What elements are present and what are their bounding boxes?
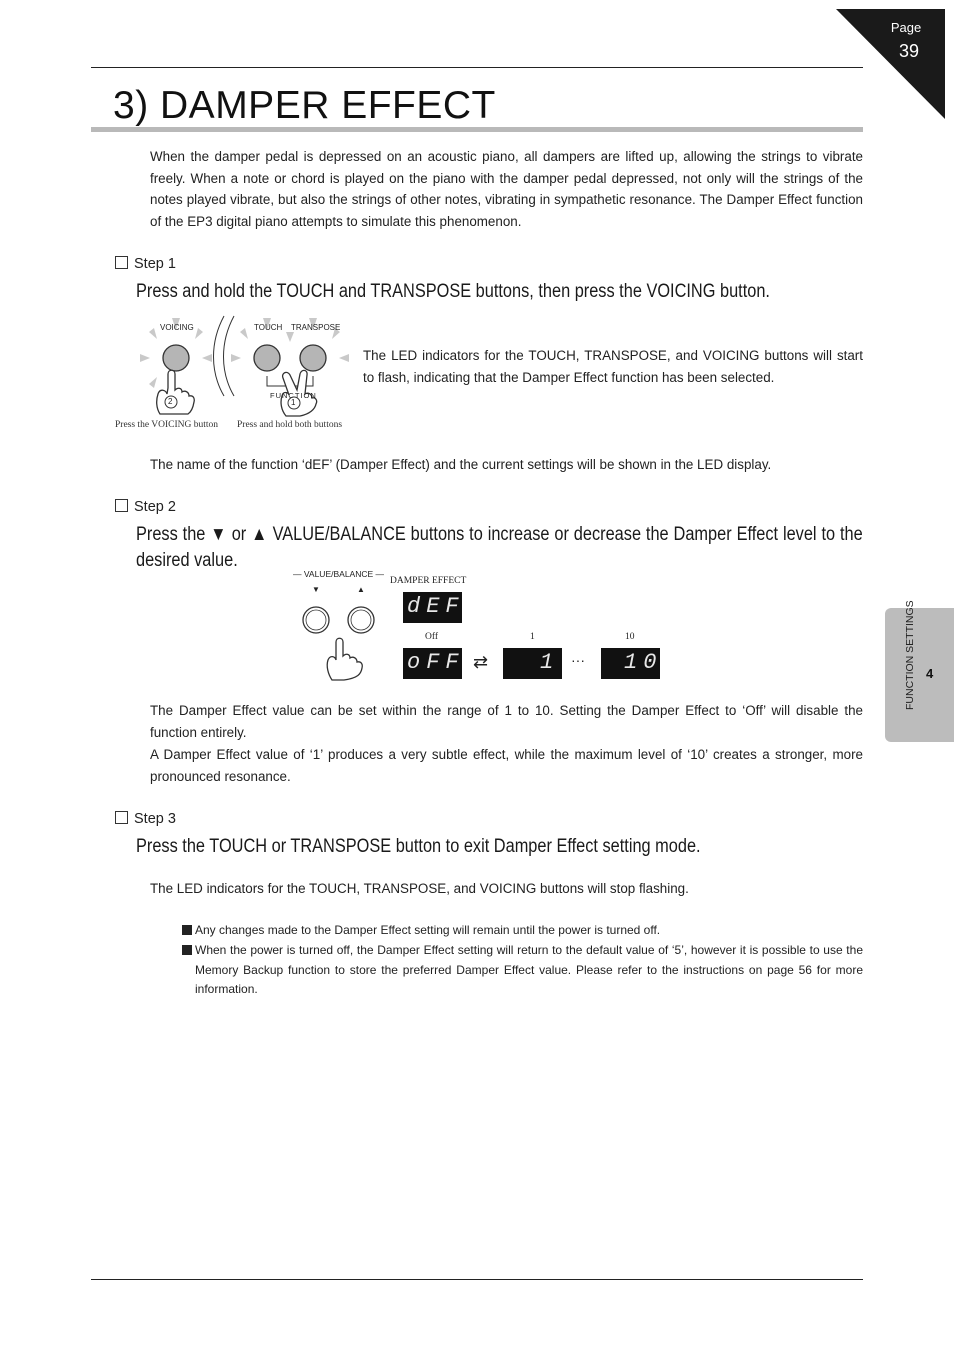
section-tab-number: 4 xyxy=(926,666,934,681)
checkbox-icon xyxy=(115,811,128,824)
up-button-icon xyxy=(348,607,374,633)
function-label: FUNCTION xyxy=(270,391,317,400)
checkbox-icon xyxy=(115,499,128,512)
bullet-square-icon xyxy=(182,925,192,935)
step1-instruction: Press and hold the TOUCH and TRANSPOSE buttons, then press the VOICING button. xyxy=(136,281,770,302)
touch-button-icon xyxy=(254,345,280,371)
step1-heading: Step 1 xyxy=(115,256,176,272)
led-text-10: 10 xyxy=(624,650,663,675)
checkbox-icon xyxy=(115,256,128,269)
label-1: 1 xyxy=(530,632,535,642)
led-text-def: dEF xyxy=(407,594,465,619)
intro-paragraph: When the damper pedal is depressed on an acoustic piano, all dampers are lifted up, allowing the strings to vibrate freely. When a note or chord is played on the piano with the damper pedal depressed, not only will the strings of the notes played vibrate, but also the strings of other notes, vibrating in sympathetic resonance. The Damper Effect function of the EP3 digital piano attempts to simulate this phenomenon. xyxy=(150,149,863,230)
bullet-square-icon xyxy=(182,945,192,955)
swap-arrows-icon: ⇄ xyxy=(473,652,489,672)
transpose-label: TRANSPOSE xyxy=(291,323,341,332)
note-item: When the power is turned off, the Damper Effect setting will return to the default value of ‘5’, however it is possible to use the Memory Backup function to store the preferred Damper Effect value. Please refer to the instructions on page 56 for more information. xyxy=(182,941,863,1000)
step3-heading: Step 3 xyxy=(115,811,176,827)
voicing-label: VOICING xyxy=(160,323,194,332)
voicing-button-icon xyxy=(163,345,189,371)
step2-instruction: Press the ▼ or ▲ VALUE/BALANCE buttons to increase or decrease the Damper Effect level to the desired value. xyxy=(136,524,863,571)
step3-instruction: Press the TOUCH or TRANSPOSE button to exit Damper Effect setting mode. xyxy=(136,836,701,857)
bottom-rule xyxy=(91,1279,863,1280)
value-balance-diagram xyxy=(296,600,381,682)
page-title: 3) DAMPER EFFECT xyxy=(113,84,496,127)
page-number: 39 xyxy=(898,41,920,61)
value-balance-label: — VALUE/BALANCE — xyxy=(293,569,385,579)
page-label: Page xyxy=(890,20,922,35)
transpose-button-icon xyxy=(300,345,326,371)
up-arrow-icon: ▲ xyxy=(357,585,365,594)
hand-pointer-icon xyxy=(157,370,195,414)
section-tab-label: FUNCTION SETTINGS xyxy=(904,600,916,710)
caption-voicing: Press the VOICING button xyxy=(115,420,219,430)
step2-text2: A Damper Effect value of ‘1’ produces a very subtle effect, while the maximum level of ‘10’ creates a stronger, more pronounced resonance. xyxy=(150,747,863,784)
hand-pointer-icon xyxy=(327,638,362,680)
caption-both: Press and hold both buttons xyxy=(237,420,343,430)
step2-heading: Step 2 xyxy=(115,499,176,515)
finger-number-1: 1 xyxy=(291,398,296,407)
title-underline xyxy=(91,127,863,132)
down-arrow-icon: ▼ xyxy=(312,585,320,594)
step3-text: The LED indicators for the TOUCH, TRANSPOSE, and VOICING buttons will stop flashing. xyxy=(150,881,689,896)
led-text-off: oFF xyxy=(407,650,465,675)
touch-label: TOUCH xyxy=(254,323,283,332)
step2-text1: The Damper Effect value can be set within the range of 1 to 10. Setting the Damper Effect to ‘Off’ will disable the function entirely. xyxy=(150,703,863,740)
finger-number-2: 2 xyxy=(168,397,173,406)
step1-side-text: The LED indicators for the TOUCH, TRANSPOSE, and VOICING buttons will start to flash, indicating that the Damper Effect function has been selected. xyxy=(363,348,863,385)
damper-effect-label: DAMPER EFFECT xyxy=(390,576,467,586)
top-rule xyxy=(91,67,863,68)
led-text-1: 1 xyxy=(540,650,560,675)
label-10: 10 xyxy=(625,632,635,642)
ellipsis: ··· xyxy=(571,652,585,668)
step1-after-text: The name of the function ‘dEF’ (Damper Effect) and the current settings will be shown in the LED display. xyxy=(150,457,772,472)
down-button-icon xyxy=(303,607,329,633)
label-off: Off xyxy=(425,632,439,642)
section-tab xyxy=(885,600,954,742)
note-item: Any changes made to the Damper Effect setting will remain until the power is turned off. xyxy=(182,921,863,941)
